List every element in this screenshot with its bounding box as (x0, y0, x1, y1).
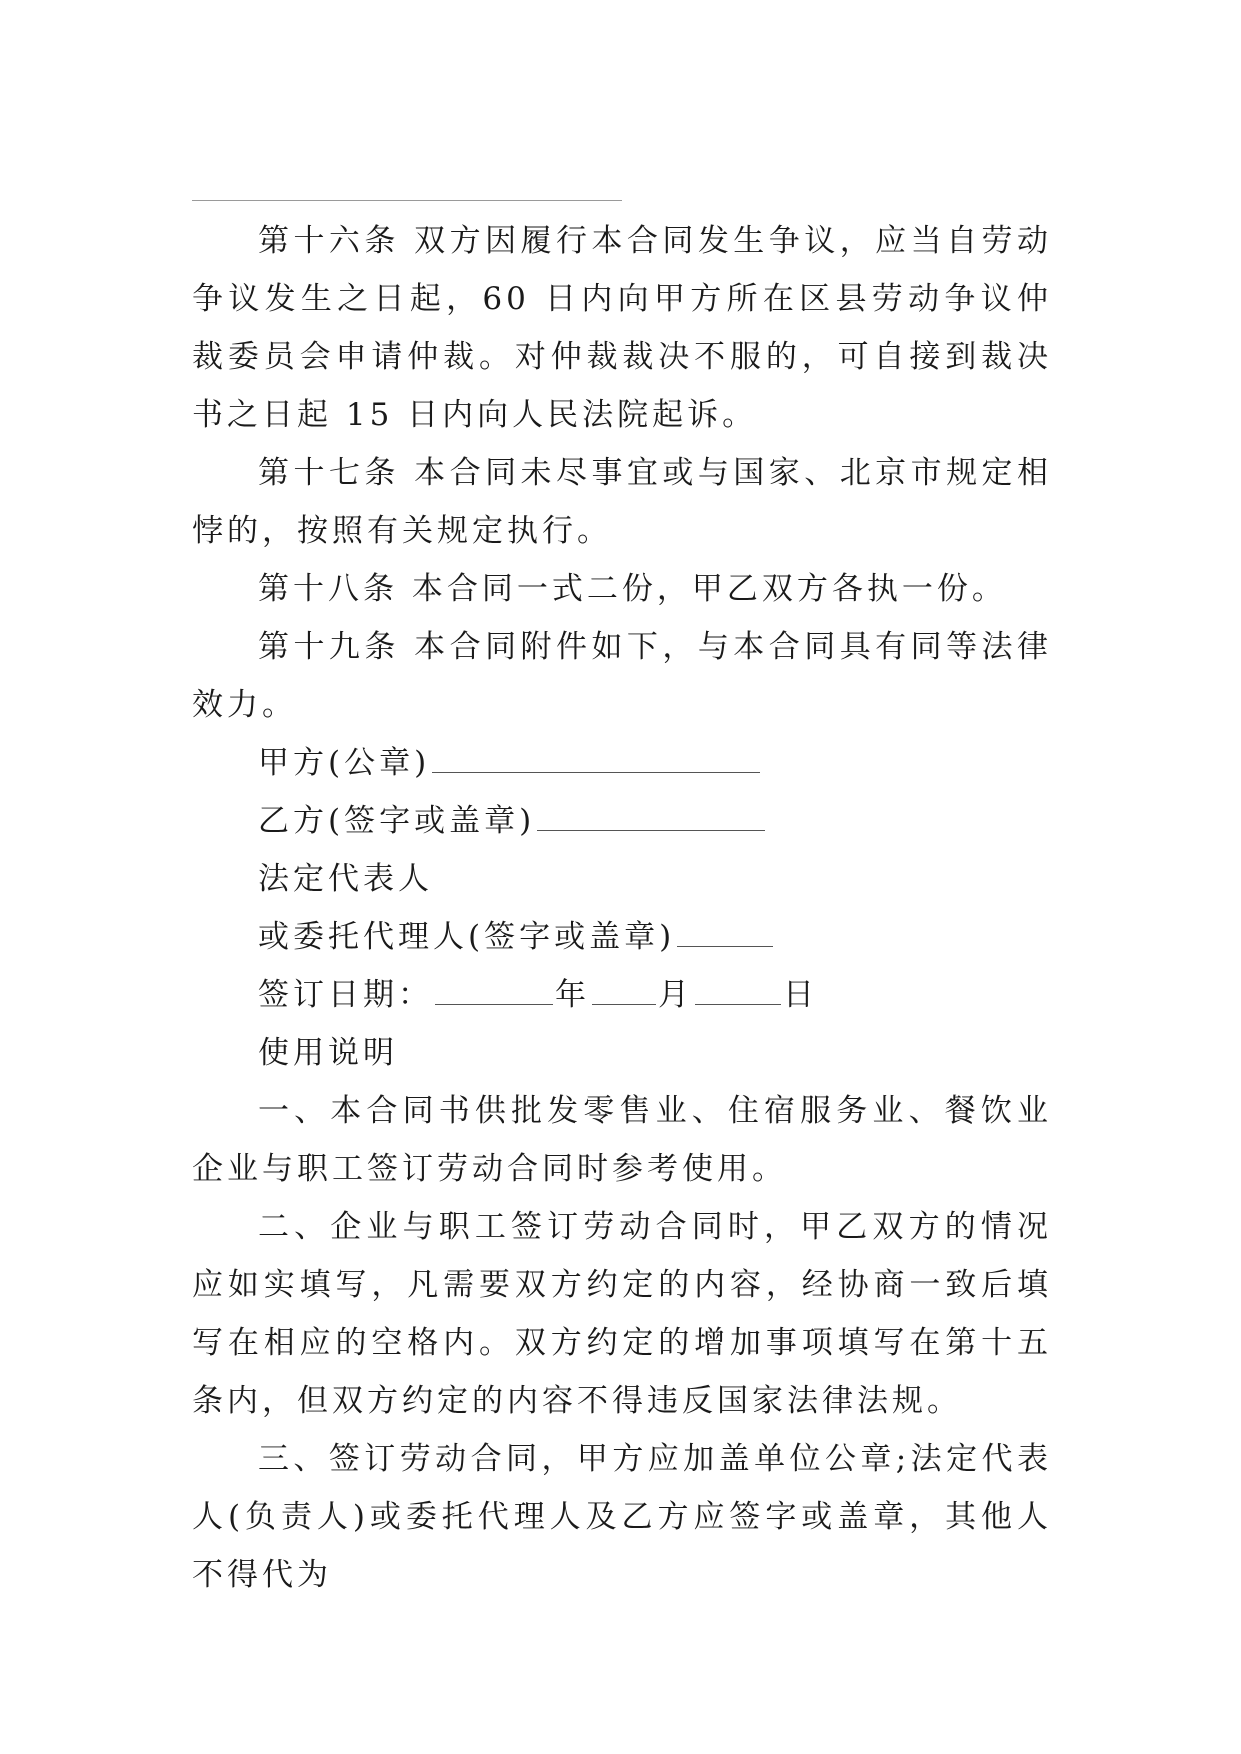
day-blank[interactable] (695, 1003, 781, 1005)
agent-signature-line (192, 908, 1052, 966)
document-body (192, 212, 1052, 1604)
month-blank[interactable] (592, 1003, 656, 1005)
party-b-signature-line (192, 792, 1052, 850)
article-19: 第十九条 本合同附件如下，与本合同具有同等法律效力。 (192, 629, 1052, 723)
month-label: 月 (658, 977, 693, 1013)
date-label: 签订日期： (258, 977, 433, 1013)
party-a-label: 甲方(公章) (258, 745, 431, 781)
party-b-label: 乙方(签字或盖章) (258, 803, 536, 839)
top-divider (192, 200, 622, 201)
legal-rep-label: 法定代表人 (258, 861, 433, 897)
day-label: 日 (783, 977, 818, 1013)
party-a-blank[interactable] (432, 771, 760, 773)
legal-representative-line (192, 850, 1052, 908)
usage-item-3: 三、签订劳动合同，甲方应加盖单位公章;法定代表人(负责人)或委托代理人及乙方应签字或盖章，其他人不得代为 (192, 1441, 1052, 1593)
agent-blank[interactable] (677, 945, 773, 947)
party-b-blank[interactable] (537, 829, 765, 831)
year-blank[interactable] (435, 1003, 553, 1005)
article-16: 第十六条 双方因履行本合同发生争议，应当自劳动争议发生之日起，60 日内向甲方所在区县劳动争议仲裁委员会申请仲裁。对仲裁裁决不服的，可自接到裁决书之日起 15 日内向人民法院起诉。 (192, 223, 1052, 433)
article-17: 第十七条 本合同未尽事宜或与国家、北京市规定相悖的，按照有关规定执行。 (192, 455, 1052, 549)
usage-heading: 使用说明 (258, 1035, 398, 1071)
usage-item-1: 一、本合同书供批发零售业、住宿服务业、餐饮业企业与职工签订劳动合同时参考使用。 (192, 1093, 1052, 1187)
article-18: 第十八条 本合同一式二份，甲乙双方各执一份。 (258, 571, 1007, 607)
party-a-signature-line (192, 734, 1052, 792)
usage-item-2: 二、企业与职工签订劳动合同时，甲乙双方的情况应如实填写，凡需要双方约定的内容，经协商一致后填写在相应的空格内。双方约定的增加事项填写在第十五条内，但双方约定的内容不得违反国家法律法规。 (192, 1209, 1052, 1419)
year-label: 年 (555, 977, 590, 1013)
signing-date-line (192, 966, 1052, 1024)
agent-label: 或委托代理人(签字或盖章) (258, 919, 676, 955)
